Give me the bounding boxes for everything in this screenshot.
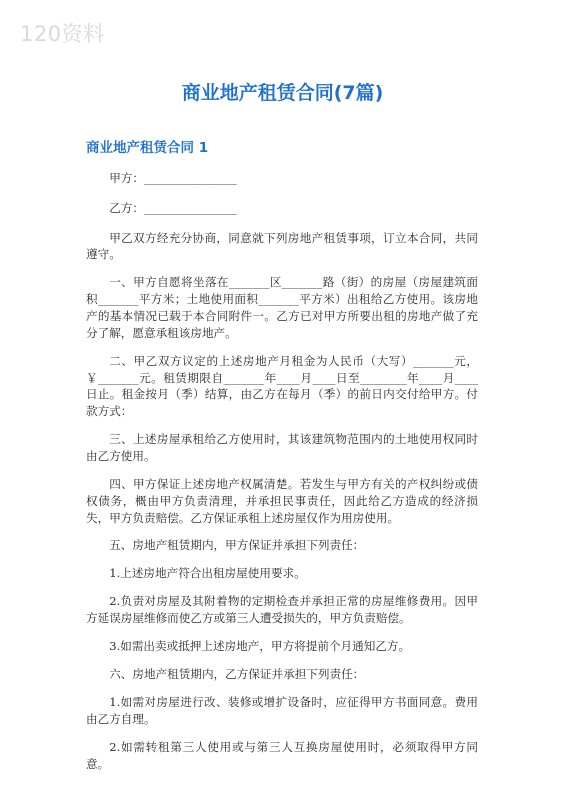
clause-5-item-3: 3.如需出卖或抵押上述房地产，甲方将提前个月通知乙方。 [109,639,411,654]
clause-5-item-2: 2.负责对房屋及其附着物的定期检查并承担正常的房屋维修费用。因甲方延误房屋维修而使乙方或第三人遭受损失的，甲方负责赔偿。 [86,594,478,626]
clause-2: 二、甲乙双方议定的上述房地产月租金为人民币（大写）_______元，￥_______元。租赁期限自_______年____月____日至________年____月____日止。租金按月（季）结算，由乙方在每月（季）的前日内交付给甲方。付款方式： [86,353,478,419]
document-title: 商业地产租赁合同(7篇) [181,82,384,104]
clause-6: 六、房地产租赁期内，乙方保证并承担下列责任： [109,667,365,682]
party-a-line: 甲方：________________ [109,171,237,185]
clause-4: 四、甲方保证上述房地产权属清楚。若发生与甲方有关的产权纠纷或债权债务，概由甲方负责清理，并承担民事责任，因此给乙方造成的经济损失，甲方负责赔偿。乙方保证承租上述房屋仅作为用房使用。 [86,476,478,525]
clause-6-item-1: 1.如需对房屋进行改、装修或增扩设备时，应征得甲方书面同意。费用由乙方自理。 [86,695,478,726]
section-title: 商业地产租赁合同 1 [86,140,209,156]
party-b-line: 乙方：________________ [109,200,237,215]
contract-body [86,170,478,784]
clause-5: 五、房地产租赁期内，甲方保证并承担下列责任： [109,538,365,553]
clause-6-item-2: 2.如需转租第三人使用或与第三人互换房屋使用时，必须取得甲方同意。 [86,739,478,771]
watermark: 120资料 [20,22,105,46]
paragraph-intro: 甲乙双方经充分协商，同意就下列房地产租赁事项，订立本合同，共同遵守。 [86,230,478,262]
clause-5-item-1: 1.上述房地产符合出租房屋使用要求。 [109,566,306,581]
clause-1: 一、甲方自愿将坐落在_______区_______路（街）的房屋（房屋建筑面积_______平方米；土地使用面积_______平方米）出租给乙方使用。该房地产的基本情况已载于本合同附件一。乙方已对甲方所要出租的房地产做了充分了解，愿意承租该房地产。 [86,275,478,340]
clause-3: 三、上述房屋承租给乙方使用时，其该建筑物范围内的土地使用权同时由乙方使用。 [86,432,478,463]
